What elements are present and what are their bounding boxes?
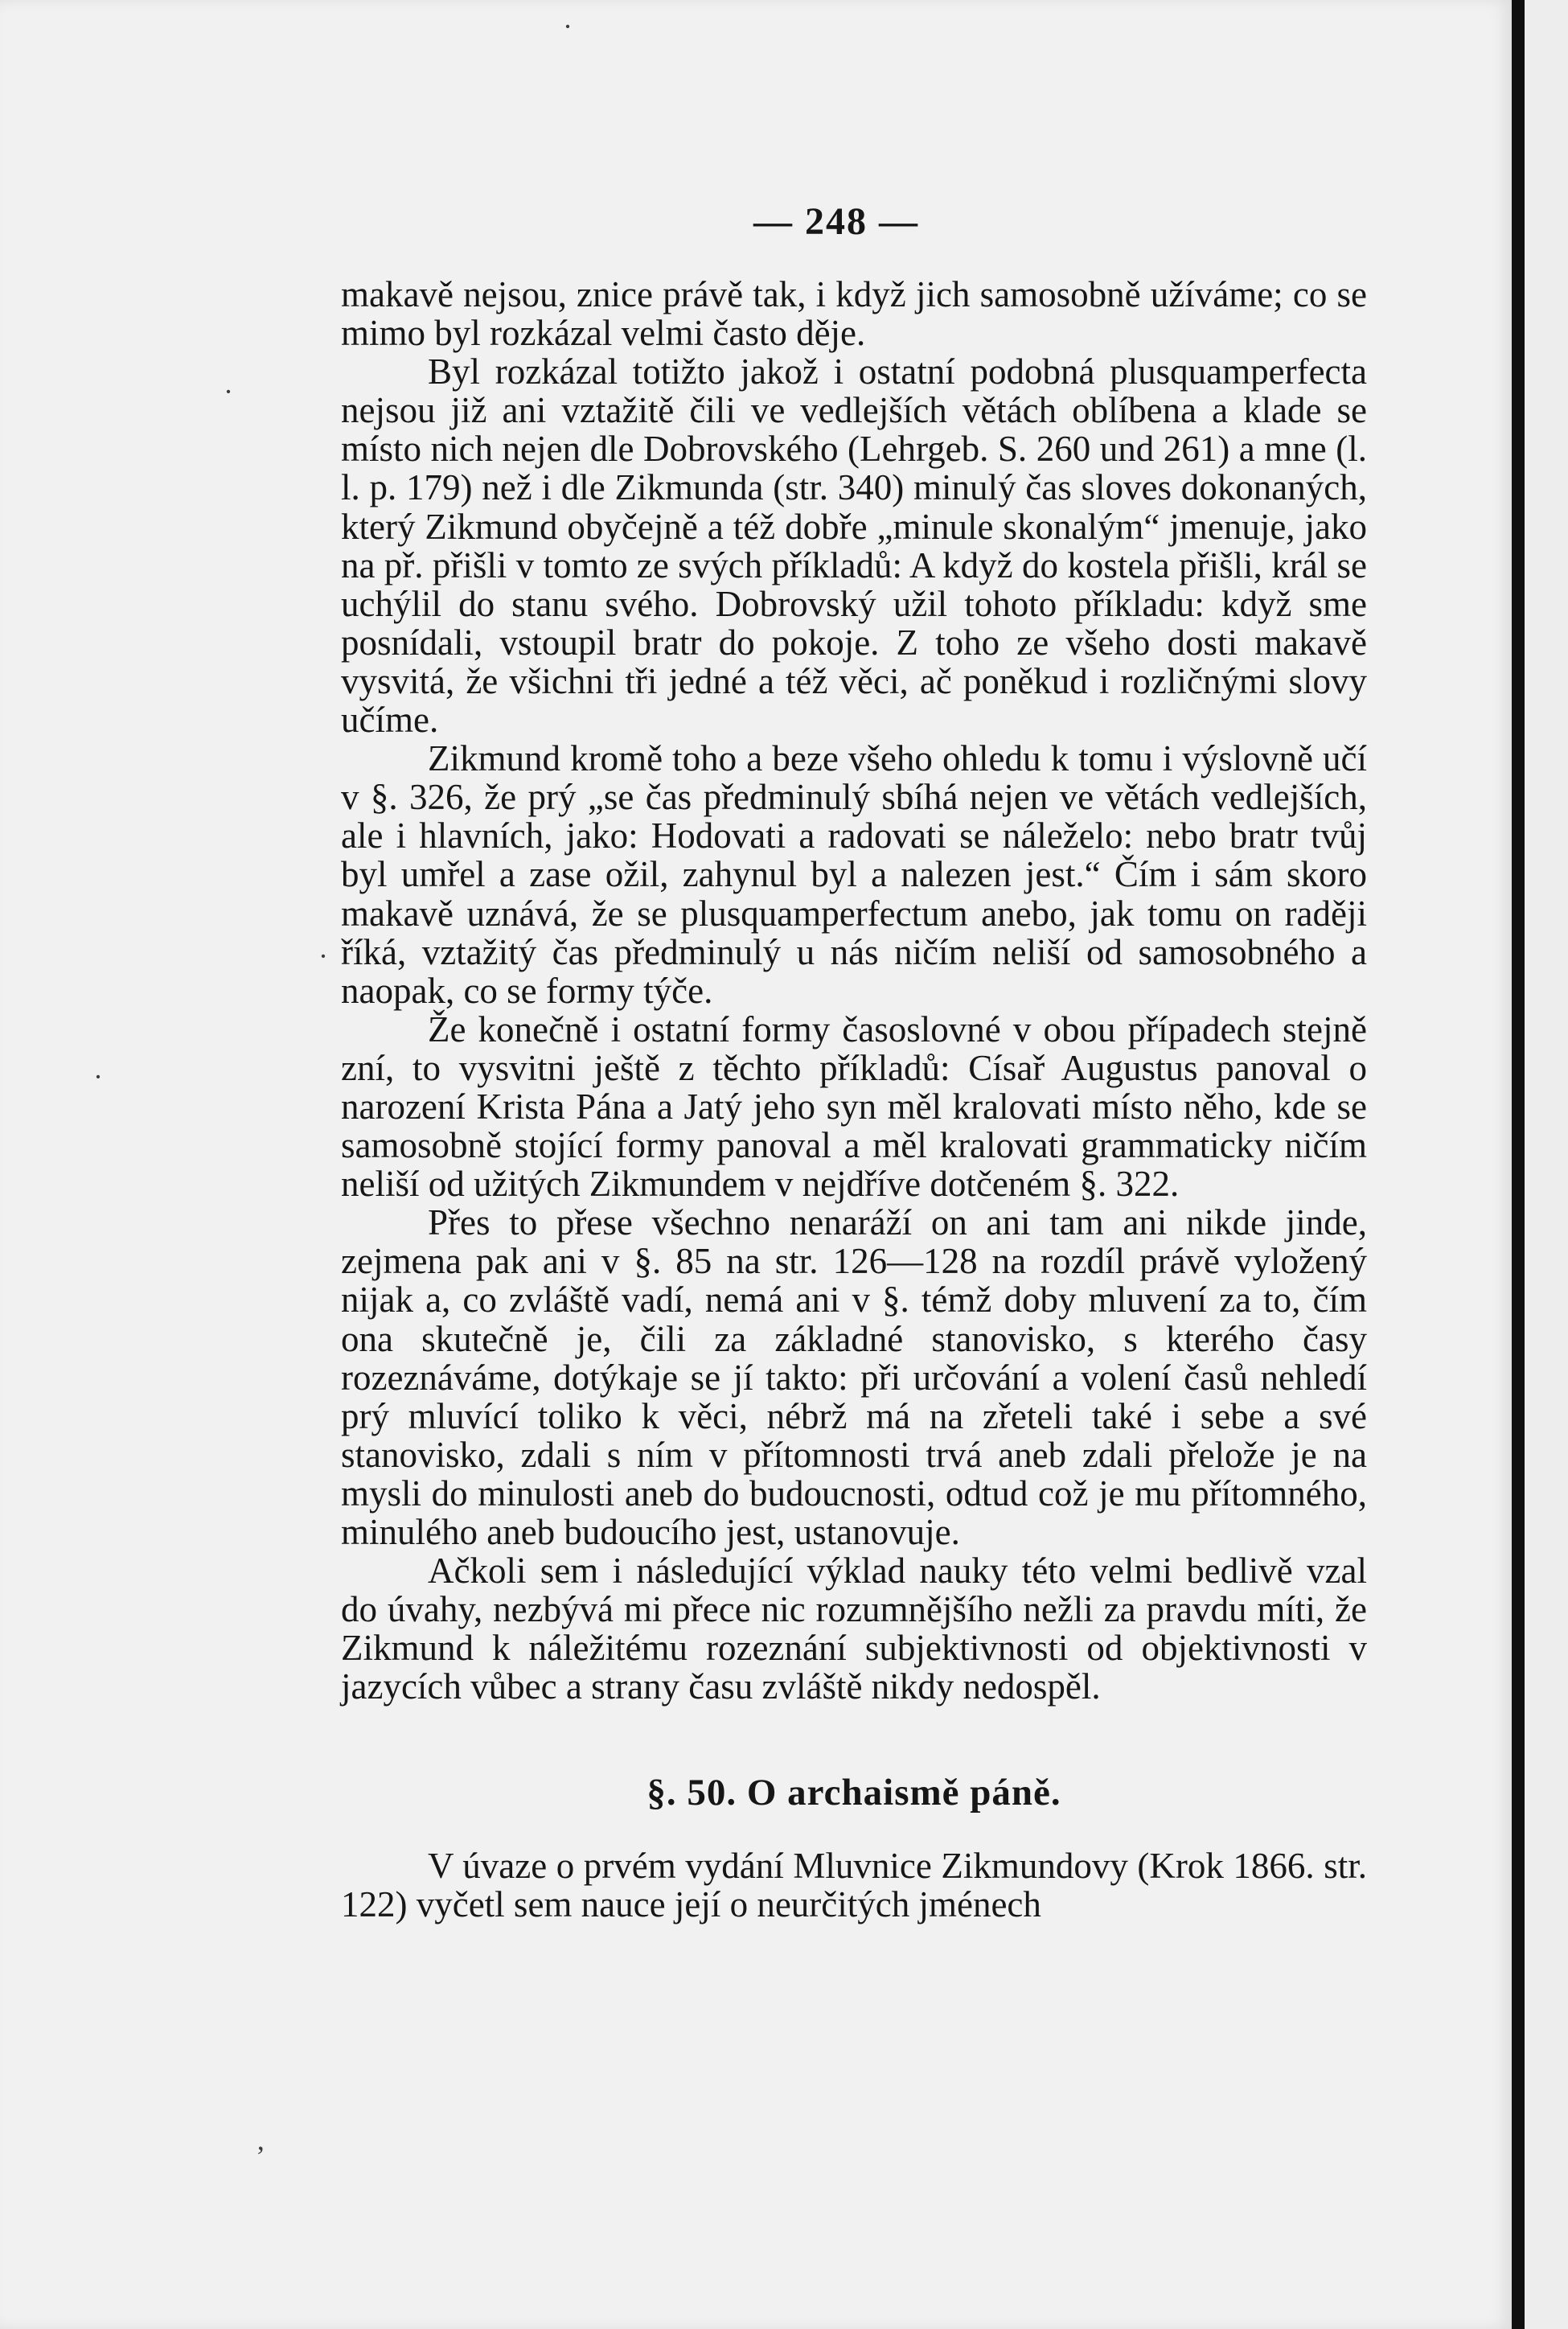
paragraph-4: Že konečně i ostatní formy časoslovné v obou případech stejně zní, to vysvitni ještě z těchto příkladů: Císař Augustus panoval o narození Krista Pána a Jatý jeho syn měl kralovati místo něho, kde se samosobně stojící formy panoval a měl kralovati grammaticky ničím neliší od užitých Zikmundem v nejdříve dotčeném §. 322. — [341, 1008, 1367, 1205]
scan-mark: · — [224, 376, 233, 408]
scan-mark: · — [93, 1061, 103, 1093]
paragraph-2: Byl rozkázal totižto jakož i ostatní podobná plusquamperfecta nejsou již ani vztažitě čili ve vedlejších větách oblíbena a klade se místo nich nejen dle Dobrovského (Lehrgeb. S. 260 und 261) a mne (l. l. p. 179) než i dle Zikmunda (str. 340) minulý čas sloves dokonaných, který Zikmund obyčejně a též dobře „minule skonalým“ jmenuje, jako na př. přišli v tomto ze svých příkladů: A když do kostela přišli, král se uchýlil do stanu svého. Dobrovský užil tohoto příkladu: když sme posnídali, vstoupil bratr do pokoje. Z toho ze všeho dosti makavě vysvitá, že všichni tři jedné a též věci, ač poněkud i rozličnými slovy učíme. — [341, 351, 1367, 741]
paragraph-1: makavě nejsou, znice právě tak, i když jich samosobně užíváme; co se mimo byl rozkázal velmi často děje. — [341, 274, 1367, 354]
page-gutter — [1512, 0, 1525, 2329]
scan-mark: · — [563, 10, 573, 43]
page-number: — 248 — — [753, 200, 919, 243]
scan-mark: ’ — [256, 2140, 265, 2172]
page-edge — [1525, 0, 1568, 2329]
page-text — [341, 275, 1367, 1924]
section-heading: §. 50. O archaismě páně. — [646, 1772, 1061, 1814]
scan-mark: · — [318, 940, 328, 972]
closing-paragraph: V úvaze o prvém vydání Mluvnice Zikmundovy (Krok 1866. str. 122) vyčetl sem nauce její o neurčitých jménech — [341, 1845, 1367, 1924]
paragraph-5: Přes to přese všechno nenaráží on ani tam ani nikde jinde, zejmena pak ani v §. 85 na str. 126—128 na rozdíl právě vyložený nijak a, co zvláště vadí, nemá ani v §. témž doby mluvení za to, čím ona skutečně je, čili za základné stanovisko, s kterého časy rozeznáváme, dotýkaje se jí takto: při určování a volení časů nehledí prý mluvící toliko k věci, nébrž má na zřeteli také i sebe a své stanovisko, zdali s ním v přítomnosti trvá aneb zdali přelože je na mysli do minulosti aneb do budoucnosti, odtud což je mu přítomného, minulého aneb budoucího jest, ustanovuje. — [341, 1202, 1367, 1552]
paragraph-6: Ačkoli sem i následující výklad nauky této velmi bedlivě vzal do úvahy, nezbývá mi přece nic rozumnějšího nežli za pravdu míti, že Zikmund k náležitému rozeznání subjektivnosti od objektivnosti v jazycích vůbec a strany času zvláště nikdy nedospěl. — [341, 1551, 1367, 1707]
paragraph-3: Zikmund kromě toho a beze všeho ohledu k tomu i výslovně učí v §. 326, že prý „se čas předminulý sbíhá nejen ve větách vedlejších, ale i hlavních, jako: Hodovati a radovati se náleželo: nebo bratr tvůj byl umřel a zase ožil, zahynul byl a nalezen jest.“ Čím i sám skoro makavě uznává, že se plusquamperfectum anebo, jak tomu on raději říká, vztažitý čas předminulý u nás ničím neliší od samosobného a naopak, co se formy týče. — [341, 738, 1367, 1011]
